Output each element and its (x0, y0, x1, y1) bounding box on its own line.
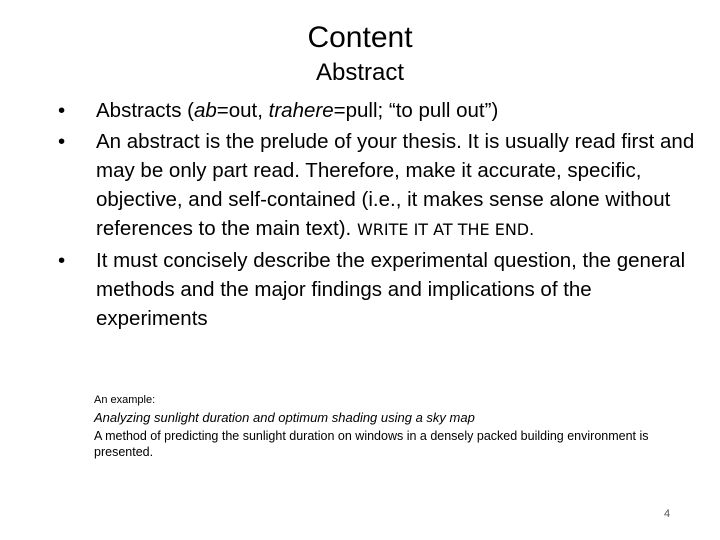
bullet-dot-icon: • (58, 249, 66, 272)
prelude-emphasis: WRITE IT AT THE END. (356, 220, 535, 239)
example-block (94, 393, 654, 460)
describe-text: It must concisely describe the experimental question, the general methods and the major findings and implications of the experiments (96, 249, 686, 330)
bullet-prelude (58, 127, 708, 244)
etymology-prefix: Abstracts ( (96, 99, 194, 122)
bullet-dot-icon: • (58, 99, 66, 122)
example-title: Analyzing sunlight duration and optimum shading using a sky map (94, 410, 475, 425)
etymology-suffix: =pull; “to pull out”) (333, 99, 499, 122)
bullet-dot-icon: • (58, 130, 66, 153)
bullet-list (58, 96, 708, 335)
slide-subtitle: Abstract (315, 59, 405, 86)
etymology-term-trahere: trahere (268, 99, 334, 122)
example-label: An example: (94, 394, 156, 406)
bullet-etymology (58, 96, 708, 125)
bullet-describe (58, 246, 708, 333)
slide-title: Content (307, 21, 413, 54)
example-body: A method of predicting the sunlight duration on windows in a densely packed building environment is presented. (94, 429, 649, 459)
etymology-term-ab: ab (193, 99, 217, 122)
page-number: 4 (664, 508, 671, 520)
etymology-mid: =out, (216, 99, 269, 122)
prelude-text: An abstract is the prelude of your thesis. It is usually read first and may be only part read. Therefore, make it accurate, specific, objective, and self-contained (i.e., it makes sense alone without references to the main text). (96, 130, 695, 240)
